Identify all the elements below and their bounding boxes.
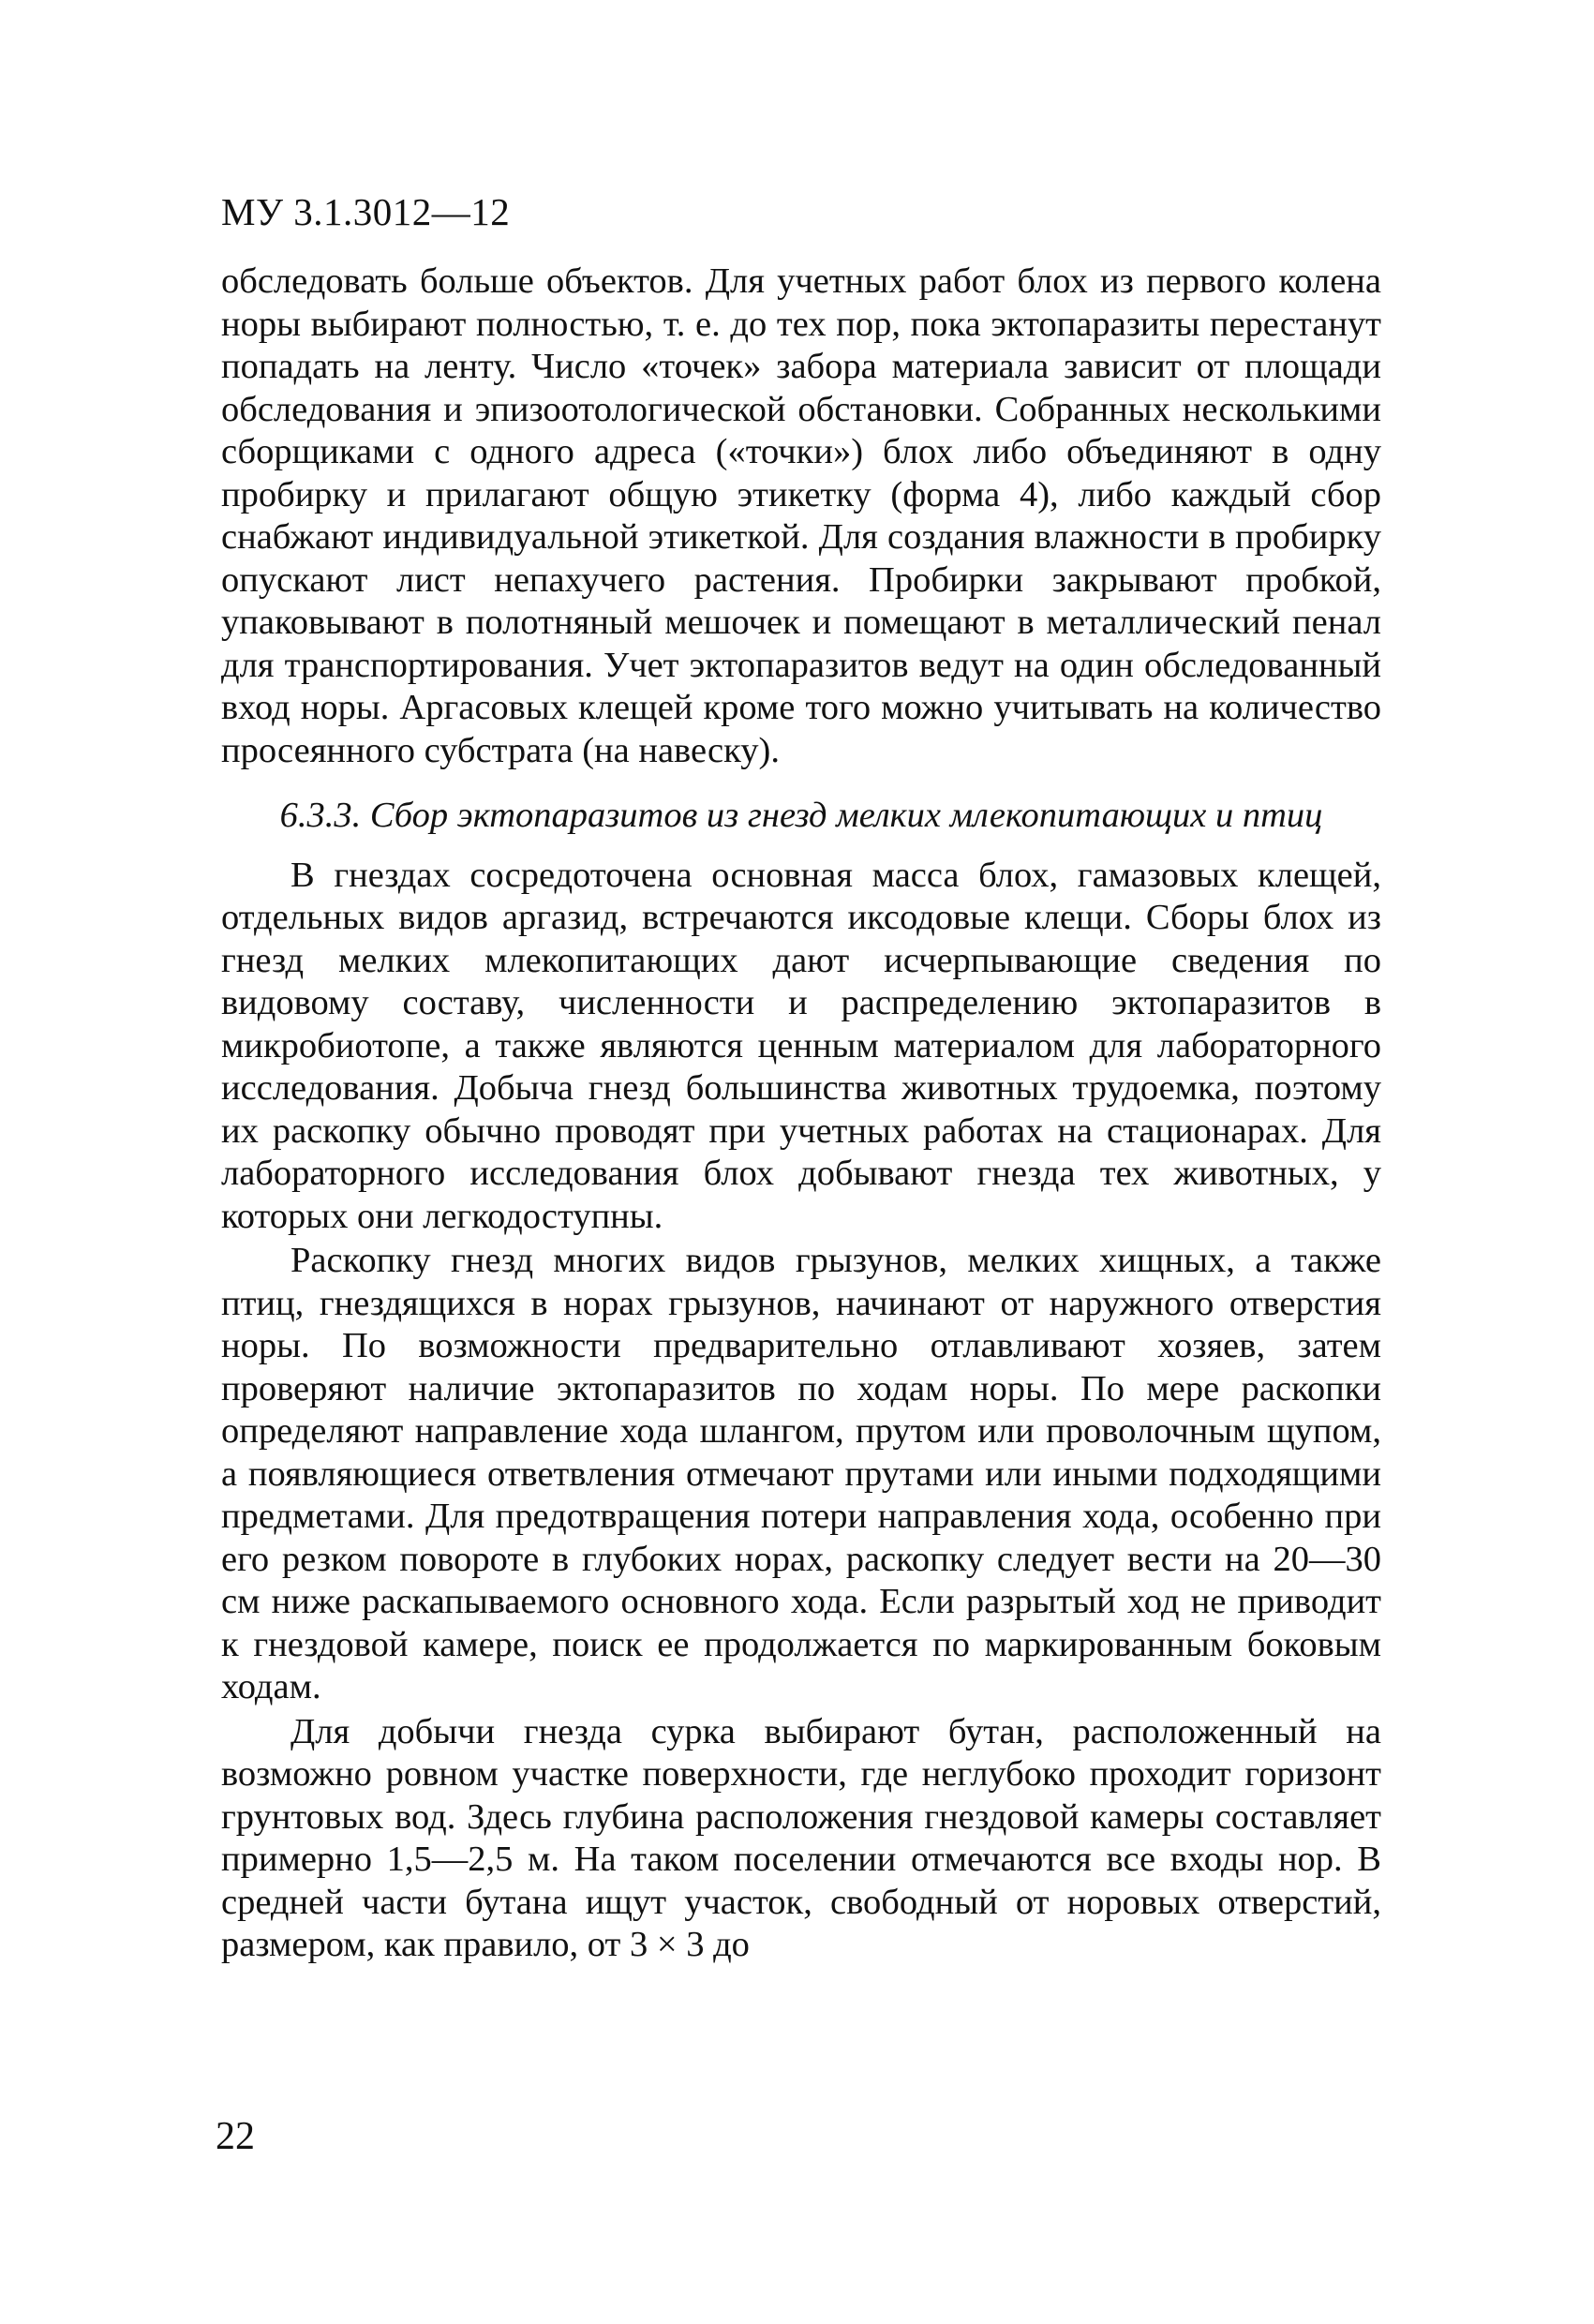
document-code-header: МУ 3.1.3012—12 [221,190,511,233]
paragraph-excavation-method: Раскопку гнезд многих видов грызунов, мелких хищных, а также птиц, гнездящихся в норах грызунов, начинают от наружного отверстия норы. По возможности предварительно отлавливают хозяев, затем проверяют наличие эктопаразитов по ходам норы. По мере раскопки определяют направление хода шлангом, прутом или проволочным щупом, а появляющиеся ответвления отмечают прутами или иными подходящими предметами. Для предотвращения потери направления хода, особенно при его резком повороте в глубоких норах, раскопку следует вести на 20—30 см ниже раскапываемого основного хода. Если разрытый ход не приводит к гнездовой камере, поиск ее продолжается по маркированным боковым ходам. [221,1241,1381,1706]
section-heading: 6.3.3. Сбор эктопаразитов из гнезд мелких млекопитающих и птиц [279,796,1323,835]
paragraph-continuation: обследовать больше объектов. Для учетных работ блох из первого колена норы выбирают полностью, т. е. до тех пор, пока эктопаразиты перестанут попадать на ленту. Число «точек» забора материала зависит от площади обследования и эпизоотологической обстановки. Собранных несколькими сборщиками с одного адреса («точки») блох либо объединяют в одну пробирку и прилагают общую этикетку (форма 4), либо каждый сбор снабжают индивидуальной этикеткой. Для создания влажности в пробирку опускают лист непахучего растения. Пробирки закрывают пробкой, упаковывают в полотняный мешочек и помещают в металлический пенал для транспортирования. Учет эктопаразитов ведут на один обследованный вход норы. Аргасовых клещей кроме того можно учитывать на количество просеянного субстрата (на навеску). [221,261,1381,770]
page-number: 22 [216,2115,255,2158]
paragraph-marmot-nest: Для добычи гнезда сурка выбирают бутан, расположенный на возможно ровном участке поверхности, где неглубоко проходит горизонт грунтовых вод. Здесь глубина расположения гнездовой камеры составляет примерно 1,5—2,5 м. На таком поселении отмечаются все входы нор. В средней части бутана ищут участок, свободный от норовых отверстий, размером, как правило, от 3 × 3 до [221,1711,1381,1964]
document-body [221,261,1381,1967]
paragraph-nests-overview: В гнездах сосредоточена основная масса блох, гамазовых клещей, отдельных видов аргазид, встречаются иксодовые клещи. Сборы блох из гнезд мелких млекопитающих дают исчерпывающие сведения по видовому составу, численности и распределению эктопаразитов в микробиотопе, а также являются ценным материалом для лабораторного исследования. Добыча гнезд большинства животных трудоемка, поэтому их раскопку обычно проводят при учетных работах на стационарах. Для лабораторного исследования блох добывают гнезда тех животных, у которых они легкодоступны. [221,855,1381,1236]
